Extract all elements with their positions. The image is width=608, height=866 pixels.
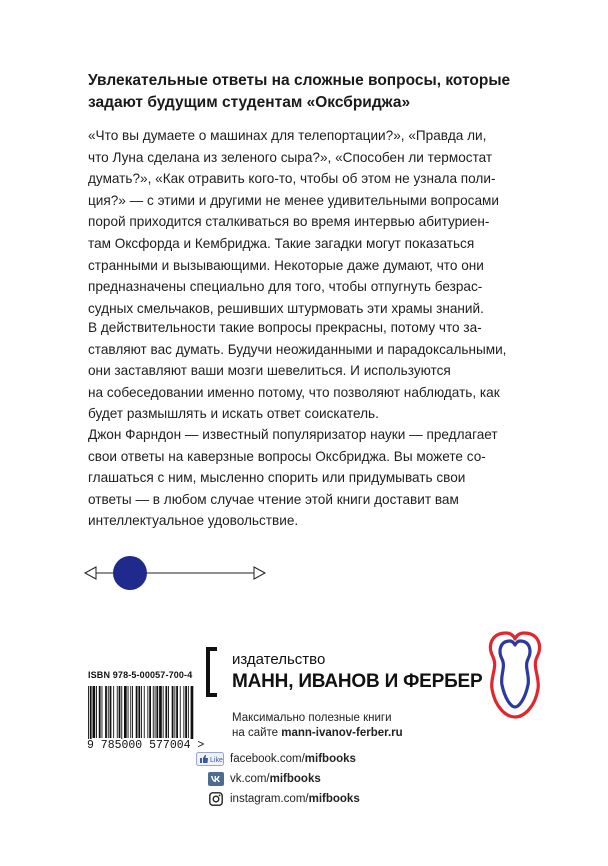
slogan-line: Максимально полезные книги	[232, 712, 392, 724]
text-line: что Луна сделана из зеленого сыра?», «Способен ли термостат	[88, 149, 493, 165]
barcode-bar	[121, 686, 122, 744]
barcode-bar	[132, 686, 133, 738]
text-line: интеллектуальное удовольствие.	[88, 513, 299, 529]
barcode-bar	[191, 686, 194, 744]
text-line: будет размышлять и искать ответ соискатель.	[88, 406, 379, 422]
facebook-handle: mifbooks	[304, 753, 356, 765]
barcode-bar	[117, 686, 118, 738]
barcode-bar	[99, 686, 101, 738]
barcode-bar	[165, 686, 167, 738]
facebook-like-icon	[196, 752, 224, 766]
barcode-bar	[119, 686, 121, 738]
barcode-bar	[110, 686, 112, 738]
publisher-name: МАНН, ИВАНОВ И ФЕРБЕР	[232, 671, 483, 692]
slogan-site-line	[232, 726, 403, 741]
publisher-slogan	[232, 711, 403, 741]
blue-circle	[113, 556, 147, 590]
barcode-bar	[136, 686, 138, 738]
text-line: на собеседовании именно потому, что позволяют наблюдать, как	[88, 384, 500, 400]
barcode-bar	[105, 686, 107, 738]
publisher-site-link[interactable]: mann-ivanov-ferber.ru	[281, 727, 403, 739]
barcode-bar	[90, 686, 92, 744]
publisher-logo-icon	[484, 627, 546, 723]
barcode-bar	[188, 686, 189, 738]
paragraph-reality	[88, 317, 538, 425]
barcode-bar	[108, 686, 109, 738]
text-line: ответы — в любом случае чтение этой книги доставит вам	[88, 491, 459, 507]
headline-line: задают будущим студентам «Оксбриджа»	[88, 94, 411, 111]
barcode-bar	[183, 686, 184, 738]
barcode-bar	[180, 686, 181, 738]
like-badge-text: Like	[210, 757, 223, 764]
instagram-prefix: instagram.com/	[230, 793, 309, 805]
barcode-bar	[149, 686, 151, 738]
barcode-bar	[128, 686, 129, 738]
text-line: думать?», «Как отравить кого-то, чтобы об этом не узнала поли-	[88, 171, 496, 187]
barcode-bar	[144, 686, 145, 738]
barcode-digits: 9 785000 577004 >	[87, 739, 205, 752]
barcode-bar	[124, 686, 127, 738]
barcode-bar	[185, 686, 187, 738]
barcode	[86, 686, 196, 744]
instagram-icon	[209, 792, 223, 806]
text-line: порой приходится сталкиваться во время интервью абитуриен-	[88, 214, 490, 230]
text-line: «Что вы думаете о машинах для телепортации?», «Правда ли,	[88, 128, 487, 143]
text-line: там Оксфорда и Кембриджа. Такие загадки могут показаться	[88, 235, 475, 251]
headline	[88, 70, 528, 114]
barcode-bar	[174, 686, 175, 738]
text-line: В действительности такие вопросы прекрасны, потому что за-	[88, 320, 482, 335]
arrow-right-head	[254, 567, 265, 579]
barcode-bar	[163, 686, 164, 738]
barcode-bar	[176, 686, 178, 738]
barcode-bar	[172, 686, 174, 738]
isbn-number: ISBN 978-5-00057-700-4	[88, 670, 193, 680]
barcode-bar	[155, 686, 156, 738]
text-line: свои ответы на каверзные вопросы Оксбриджа. Вы можете со-	[88, 448, 486, 464]
vk-prefix: vk.com/	[230, 773, 270, 785]
text-line: ция?» — с этими и другими не менее удивительными вопросами	[88, 192, 499, 208]
text-line: ставляют вас думать. Будучи неожиданными и парадоксальными,	[88, 341, 507, 357]
barcode-bar	[159, 686, 162, 738]
headline-line: Увлекательные ответы на сложные вопросы, которые	[88, 72, 511, 89]
vk-handle: mifbooks	[269, 773, 321, 785]
square-bracket-icon	[205, 647, 219, 697]
barcode-bar	[153, 686, 154, 738]
instagram-handle: mifbooks	[308, 793, 360, 805]
barcode-bar	[96, 686, 97, 738]
barcode-bar	[141, 686, 142, 738]
facebook-prefix: facebook.com/	[230, 753, 305, 765]
arrow-circle-illustration	[82, 548, 268, 598]
barcode-bar	[93, 686, 96, 738]
text-line: предназначены специально для того, чтобы отпугнуть безрас-	[88, 279, 483, 295]
barcode-bar	[147, 686, 148, 738]
text-line: судных смельчаков, решивших штурмовать эти храмы знаний.	[88, 300, 484, 316]
barcode-bar	[168, 686, 169, 738]
barcode-bar	[102, 686, 103, 738]
paragraph-intro	[88, 125, 538, 319]
barcode-bar	[130, 686, 131, 738]
text-line: глашаться с ним, мысленно спорить или придумывать свои	[88, 470, 466, 486]
text-line: Джон Фарндон — известный популяризатор науки — предлагает	[88, 427, 498, 442]
vk-icon	[208, 772, 224, 786]
paragraph-author	[88, 424, 538, 532]
text-line: странными и вызывающими. Некоторые даже думают, что они	[88, 257, 484, 273]
barcode-bar	[138, 686, 140, 738]
barcode-bar	[156, 686, 158, 738]
barcode-bar	[88, 686, 89, 744]
arrow-left-head	[85, 567, 96, 579]
text-line: они заставляют ваши мозги шевелиться. И используются	[88, 363, 451, 379]
site-prefix: на сайте	[232, 727, 282, 739]
publisher-label: издательство	[232, 651, 326, 668]
barcode-bar	[113, 686, 114, 738]
